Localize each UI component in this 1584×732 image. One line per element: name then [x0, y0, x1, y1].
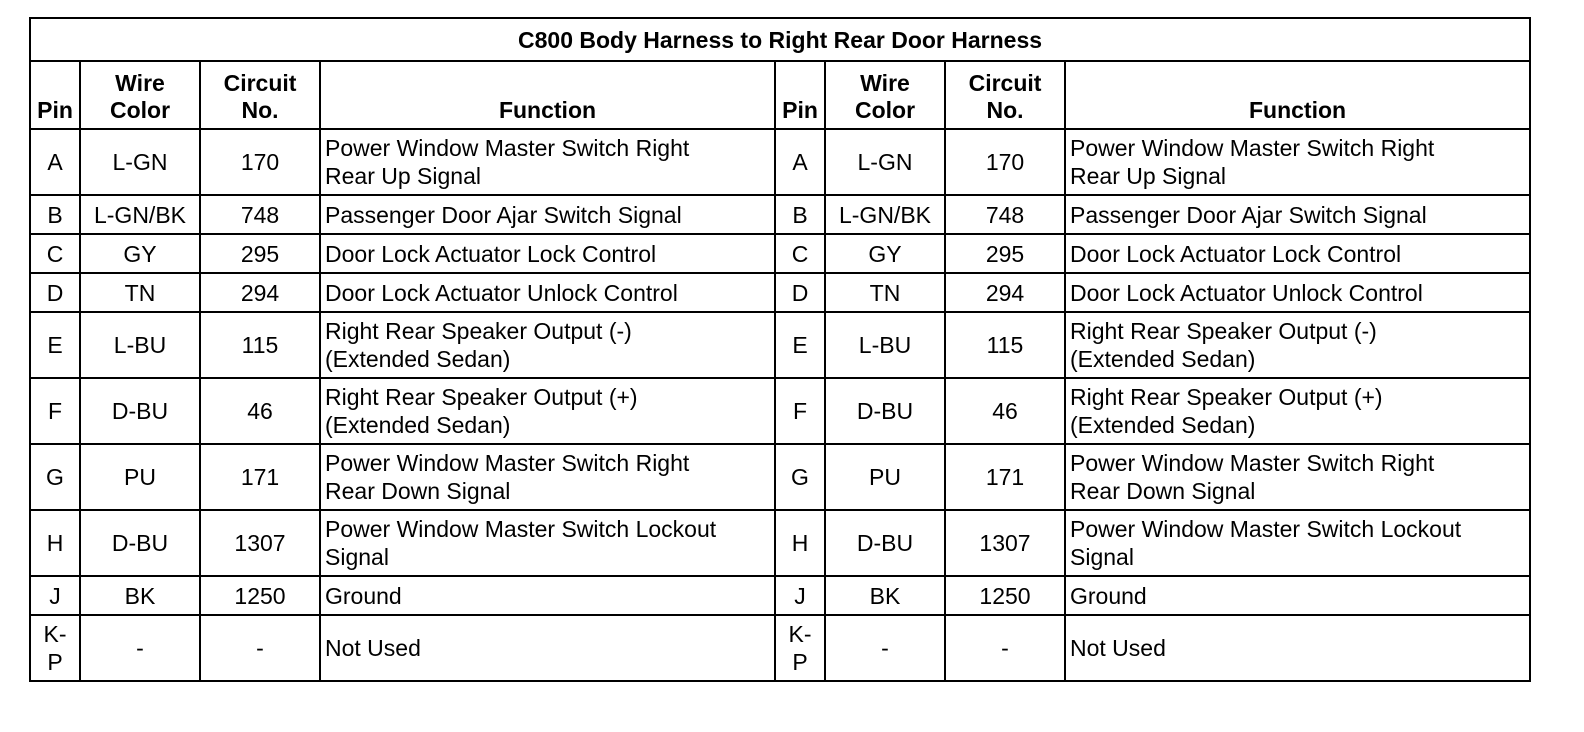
function-cell-left: Power Window Master Switch Right Rear Up Signal	[320, 129, 775, 195]
pin-cell-right: B	[775, 195, 825, 234]
pin-cell-left: C	[30, 234, 80, 273]
wire-color-cell-left: PU	[80, 444, 200, 510]
circuit-no-cell-right: 1307	[945, 510, 1065, 576]
wire-color-cell-left: L-GN	[80, 129, 200, 195]
wire-color-cell-right: D-BU	[825, 378, 945, 444]
table-row	[30, 378, 1530, 444]
function-cell-right: Passenger Door Ajar Switch Signal	[1065, 195, 1530, 234]
wire-color-cell-right: TN	[825, 273, 945, 312]
pin-cell-right: J	[775, 576, 825, 615]
circuit-no-cell-right: 171	[945, 444, 1065, 510]
table-row	[30, 615, 1530, 681]
pin-cell-left: H	[30, 510, 80, 576]
function-cell-right: Power Window Master Switch Right Rear Up Signal	[1065, 129, 1530, 195]
pin-cell-right: F	[775, 378, 825, 444]
wire-color-cell-right: -	[825, 615, 945, 681]
wire-color-cell-right: D-BU	[825, 510, 945, 576]
header-wire-color-left: Wire Color	[80, 61, 200, 129]
wire-color-cell-right: PU	[825, 444, 945, 510]
function-cell-left: Right Rear Speaker Output (+) (Extended Sedan)	[320, 378, 775, 444]
circuit-no-cell-right: -	[945, 615, 1065, 681]
function-cell-left: Not Used	[320, 615, 775, 681]
wire-color-cell-left: D-BU	[80, 510, 200, 576]
wire-color-cell-left: TN	[80, 273, 200, 312]
function-cell-left: Ground	[320, 576, 775, 615]
circuit-no-cell-left: 748	[200, 195, 320, 234]
function-cell-right: Ground	[1065, 576, 1530, 615]
function-cell-left: Power Window Master Switch Lockout Signal	[320, 510, 775, 576]
function-cell-right: Door Lock Actuator Lock Control	[1065, 234, 1530, 273]
pin-cell-left: E	[30, 312, 80, 378]
pin-cell-left: J	[30, 576, 80, 615]
pin-cell-right: E	[775, 312, 825, 378]
circuit-no-cell-right: 46	[945, 378, 1065, 444]
function-cell-right: Right Rear Speaker Output (-) (Extended Sedan)	[1065, 312, 1530, 378]
pin-cell-right: A	[775, 129, 825, 195]
wire-color-cell-left: L-GN/BK	[80, 195, 200, 234]
circuit-no-cell-left: 1307	[200, 510, 320, 576]
function-cell-right: Not Used	[1065, 615, 1530, 681]
circuit-no-cell-right: 294	[945, 273, 1065, 312]
circuit-no-cell-left: 170	[200, 129, 320, 195]
pin-cell-left: B	[30, 195, 80, 234]
header-wire-color-right: Wire Color	[825, 61, 945, 129]
circuit-no-cell-right: 170	[945, 129, 1065, 195]
wire-color-cell-right: L-GN	[825, 129, 945, 195]
pin-cell-right: K- P	[775, 615, 825, 681]
circuit-no-cell-right: 115	[945, 312, 1065, 378]
function-cell-right: Right Rear Speaker Output (+) (Extended Sedan)	[1065, 378, 1530, 444]
pin-cell-left: A	[30, 129, 80, 195]
wire-color-cell-left: GY	[80, 234, 200, 273]
wire-color-cell-left: -	[80, 615, 200, 681]
function-cell-right: Power Window Master Switch Right Rear Down Signal	[1065, 444, 1530, 510]
circuit-no-cell-left: 46	[200, 378, 320, 444]
table-row	[30, 576, 1530, 615]
header-function-right: Function	[1065, 61, 1530, 129]
table-row	[30, 195, 1530, 234]
circuit-no-cell-left: 295	[200, 234, 320, 273]
circuit-no-cell-right: 1250	[945, 576, 1065, 615]
circuit-no-cell-left: 171	[200, 444, 320, 510]
table-row	[30, 444, 1530, 510]
function-cell-right: Power Window Master Switch Lockout Signal	[1065, 510, 1530, 576]
wire-color-cell-right: L-BU	[825, 312, 945, 378]
function-cell-right: Door Lock Actuator Unlock Control	[1065, 273, 1530, 312]
header-row	[30, 61, 1530, 129]
pin-cell-right: D	[775, 273, 825, 312]
wire-color-cell-right: GY	[825, 234, 945, 273]
table-row	[30, 234, 1530, 273]
wire-color-cell-right: L-GN/BK	[825, 195, 945, 234]
function-cell-left: Right Rear Speaker Output (-) (Extended Sedan)	[320, 312, 775, 378]
header-pin-left: Pin	[30, 61, 80, 129]
wire-color-cell-left: L-BU	[80, 312, 200, 378]
table-row	[30, 129, 1530, 195]
table-row	[30, 312, 1530, 378]
pin-cell-left: F	[30, 378, 80, 444]
function-cell-left: Door Lock Actuator Unlock Control	[320, 273, 775, 312]
header-circuit-no-left: Circuit No.	[200, 61, 320, 129]
circuit-no-cell-left: 1250	[200, 576, 320, 615]
circuit-no-cell-right: 295	[945, 234, 1065, 273]
pin-cell-right: C	[775, 234, 825, 273]
header-circuit-no-right: Circuit No.	[945, 61, 1065, 129]
header-function-left: Function	[320, 61, 775, 129]
pin-cell-right: H	[775, 510, 825, 576]
wire-color-cell-left: BK	[80, 576, 200, 615]
table-title: C800 Body Harness to Right Rear Door Harness	[30, 18, 1530, 61]
table-row	[30, 510, 1530, 576]
header-pin-right: Pin	[775, 61, 825, 129]
circuit-no-cell-left: -	[200, 615, 320, 681]
pin-cell-left: G	[30, 444, 80, 510]
circuit-no-cell-right: 748	[945, 195, 1065, 234]
table-body	[30, 129, 1530, 681]
pin-cell-left: K- P	[30, 615, 80, 681]
function-cell-left: Power Window Master Switch Right Rear Down Signal	[320, 444, 775, 510]
pin-cell-left: D	[30, 273, 80, 312]
wire-color-cell-right: BK	[825, 576, 945, 615]
circuit-no-cell-left: 115	[200, 312, 320, 378]
circuit-no-cell-left: 294	[200, 273, 320, 312]
connector-table	[29, 17, 1531, 682]
table-row	[30, 273, 1530, 312]
function-cell-left: Passenger Door Ajar Switch Signal	[320, 195, 775, 234]
function-cell-left: Door Lock Actuator Lock Control	[320, 234, 775, 273]
pin-cell-right: G	[775, 444, 825, 510]
wire-color-cell-left: D-BU	[80, 378, 200, 444]
